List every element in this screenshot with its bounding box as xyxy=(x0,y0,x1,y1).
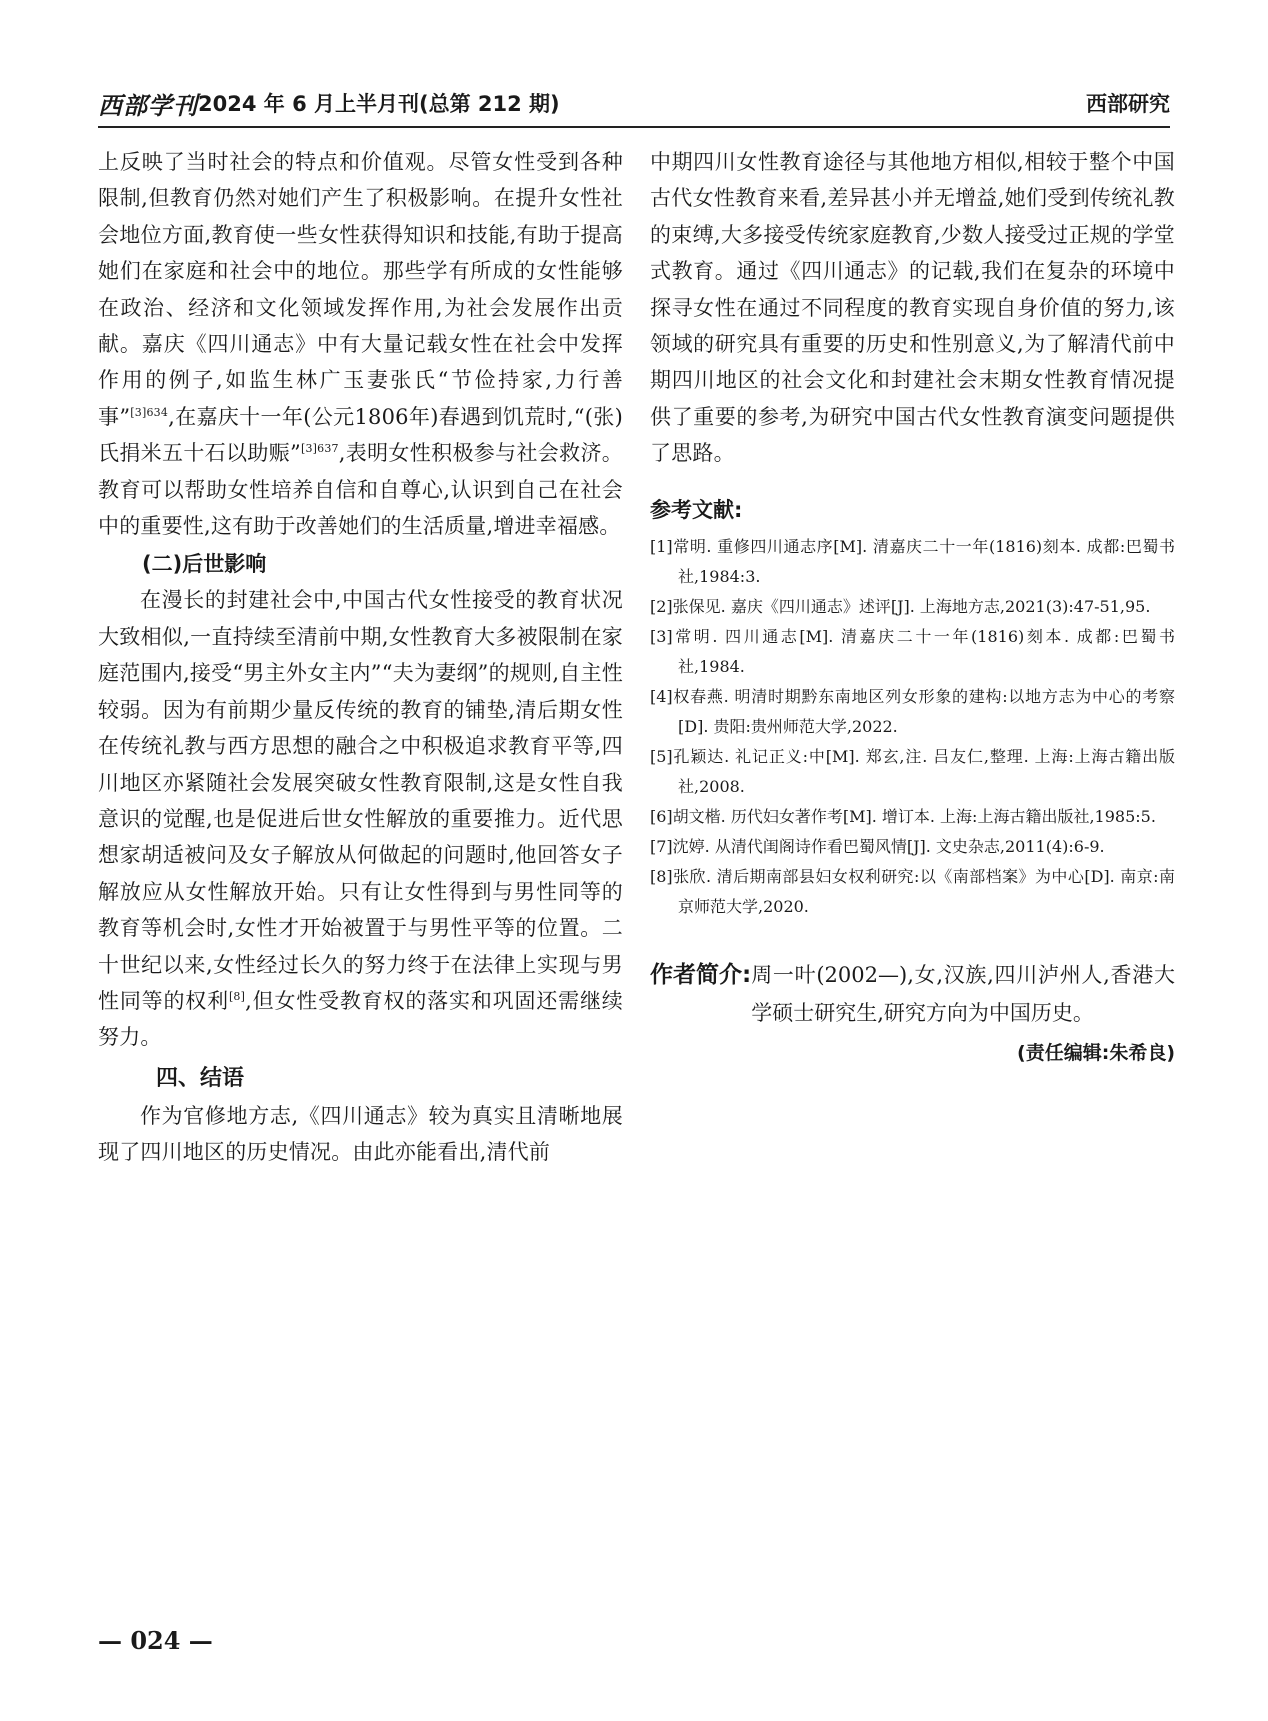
paragraph-text: 上反映了当时社会的特点和价值观。尽管女性受到各种限制,但教育仍然对她们产生了积极影响。在提升女性社会地位方面,教育使一些女性获得知识和技能,有助于提高她们在家庭和社会中的地位。那些学有所成的女性能够在政治、经济和文化领域发挥作用,为社会发展作出贡献。嘉庆《四川通志》中有大量记载女性在社会中发挥作用的例子,如监生林广玉妻张氏“节俭持家,力行善事” xyxy=(98,150,623,429)
references-heading: 参考文献: xyxy=(650,497,743,522)
section-name: 西部研究 xyxy=(1086,92,1170,116)
paragraph-text: ,表明女性积极参与社会救济。教育可以帮助女性培养自信和自尊心,认识到自己在社会中的重要性,这有助于改善她们的生活质量,增进幸福感。 xyxy=(98,441,623,539)
reference-item: [2]张保见. 嘉庆《四川通志》述评[J]. 上海地方志,2021(3):47-51,95. xyxy=(650,596,1151,616)
reference-item: [7]沈婷. 从清代闺阁诗作看巴蜀风情[J]. 文史杂志,2011(4):6-9. xyxy=(650,836,1105,856)
reference-item: [5]孔颖达. 礼记正义:中[M]. 郑玄,注. 吕友仁,整理. 上海:上海古籍出版社,2008. xyxy=(650,746,1175,796)
reference-item: [8]张欣. 清后期南部县妇女权利研究:以《南部档案》为中心[D]. 南京:南京师范大学,2020. xyxy=(650,866,1175,916)
body-paragraph: 中期四川女性教育途径与其他地方相似,相较于整个中国古代女性教育来看,差异甚小并无增益,她们受到传统礼教的束缚,大多接受传统家庭教育,少数人接受过正规的学堂式教育。通过《四川通志》的记载,我们在复杂的环境中探寻女性在通过不同程度的教育实现自身价值的努力,该领域的研究具有重要的历史和性别意义,为了解清代前中期四川地区的社会文化和封建社会末期女性教育情况提供了重要的参考,为研究中国古代女性教育演变问题提供了思路。 xyxy=(650,150,1175,466)
body-paragraph xyxy=(98,144,623,544)
subsection-heading: (二)后世影响 xyxy=(142,552,267,577)
author-bio-text: 周一叶(2002—),女,汉族,四川泸州人,香港大学硕士研究生,研究方向为中国历史。 xyxy=(751,962,1175,1025)
left-column xyxy=(98,144,623,1171)
reference-item: [6]胡文楷. 历代妇女著作考[M]. 增订本. 上海:上海古籍出版社,1985:5. xyxy=(650,806,1156,826)
journal-logo: 西部学刊 xyxy=(98,91,198,120)
page-header xyxy=(98,86,1170,128)
reference-item: [4]权春燕. 明清时期黔东南地区列女形象的建构:以地方志为中心的考察[D]. 贵阳:贵州师范大学,2022. xyxy=(650,686,1175,736)
citation: [3]637 xyxy=(300,442,339,456)
author-bio xyxy=(650,956,1175,1032)
body-paragraph: 作为官修地方志,《四川通志》较为真实且清晰地展现了四川地区的历史情况。由此亦能看出,清代前 xyxy=(98,1103,623,1165)
issue-info: 2024 年 6 月上半月刊(总第 212 期) xyxy=(198,92,560,116)
author-bio-label: 作者简介: xyxy=(650,961,752,988)
right-column xyxy=(650,144,1175,1065)
body-paragraph xyxy=(98,582,623,1055)
citation: [3]634 xyxy=(130,405,169,419)
paragraph-text: 在漫长的封建社会中,中国古代女性接受的教育状况大致相似,一直持续至清前中期,女性教育大多被限制在家庭范围内,接受“男主外女主内”“夫为妻纲”的规则,自主性较弱。因为有前期少量反传统的教育的铺垫,清后期女性在传统礼教与西方思想的融合之中积极追求教育平等,四川地区亦紧随社会发展突破女性教育限制,这是女性自我意识的觉醒,也是促进后世女性解放的重要推力。近代思想家胡适被问及女子解放从何做起的问题时,他回答女子解放应从女性解放开始。只有让女性得到与男性同等的教育等机会时,女性才开始被置于与男性平等的位置。二十世纪以来,女性经过长久的努力终于在法律上实现与男性同等的权利 xyxy=(98,588,623,1013)
responsible-editor: (责任编辑:朱希良) xyxy=(1017,1041,1175,1064)
reference-item: [3]常明. 四川通志[M]. 清嘉庆二十一年(1816)刻本. 成都:巴蜀书社,1984. xyxy=(650,626,1175,676)
reference-list xyxy=(650,532,1175,922)
paragraph-text: ,在嘉庆十一年(公元1806年)春遇到饥荒时,“(张)氏捐米五十石以助赈” xyxy=(98,404,623,466)
reference-item: [1]常明. 重修四川通志序[M]. 清嘉庆二十一年(1816)刻本. 成都:巴蜀书社,1984:3. xyxy=(650,536,1175,586)
citation: [8] xyxy=(228,989,246,1003)
paragraph-text: ,但女性受教育权的落实和巩固还需继续努力。 xyxy=(98,988,623,1050)
page-number: — 024 — xyxy=(98,1626,213,1655)
section-heading: 四、结语 xyxy=(156,1065,245,1091)
